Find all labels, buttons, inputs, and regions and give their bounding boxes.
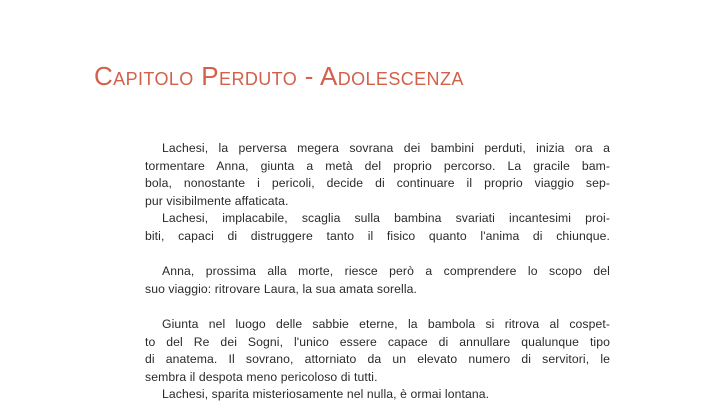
text-line: to del Re dei Sogni, l'unico essere capace di annullare qualunque tipo: [145, 334, 610, 349]
text-line: pur visibilmente affaticata.: [145, 193, 289, 208]
text-line: Giunta nel luogo delle sabbie eterne, la bambola si ritrova al cospet-: [162, 316, 610, 331]
text-line: suo viaggio: ritrovare Laura, la sua amata sorella.: [145, 281, 418, 296]
paragraph-gap: [145, 246, 610, 264]
text-line: sembra il despota meno pericoloso di tutti.: [145, 369, 378, 384]
text-line: Lachesi, sparita misteriosamente nel nulla, è ormai lontana.: [162, 387, 490, 402]
text-line: bola, nonostante i pericoli, decide di continuare il proprio viaggio sep-: [145, 176, 610, 191]
text-line: tormentare Anna, giunta a metà del proprio percorso. La gracile bam-: [145, 158, 610, 173]
paragraph-gap: [145, 298, 610, 316]
text-line: di anatema. Il sovrano, attorniato da un elevato numero di servitori, le: [145, 352, 610, 367]
text-line: Lachesi, la perversa megera sovrana dei bambini perduti, inizia ora a: [162, 141, 610, 155]
chapter-title: Capitolo Perduto - Adolescenza: [94, 61, 464, 91]
text-line: biti, capaci di distruggere tanto il fisico quanto l'anima di chiunque.: [145, 228, 610, 243]
text-line: Anna, prossima alla morte, riesce però a comprendere lo scopo del: [162, 264, 610, 279]
text-line: Lachesi, implacabile, scaglia sulla bambina svariati incantesimi proi-: [162, 211, 610, 226]
body-text: [145, 140, 610, 404]
